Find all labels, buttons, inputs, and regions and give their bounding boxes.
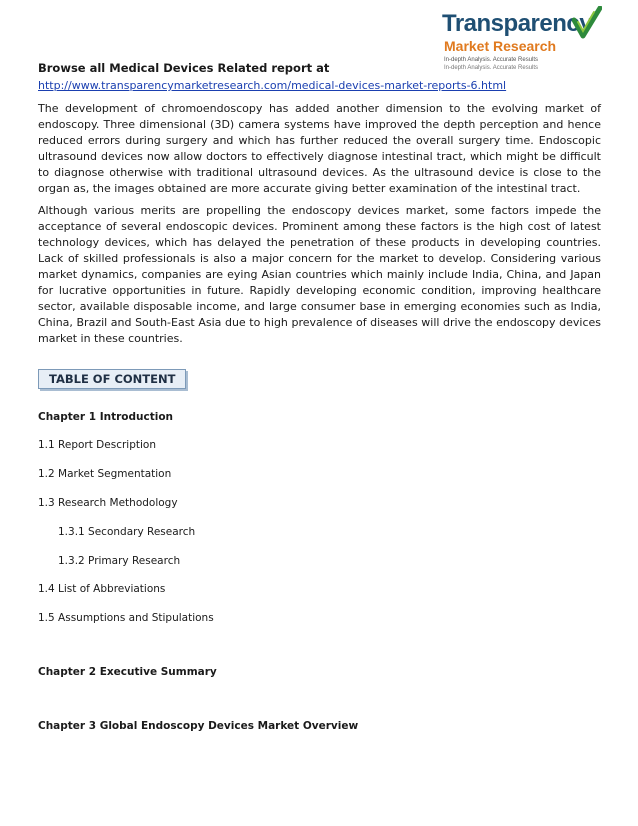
toc-label: TABLE OF CONTENT (38, 369, 186, 389)
table-of-contents (38, 410, 601, 734)
toc-chapter-2: Chapter 2 Executive Summary (38, 666, 217, 679)
toc-header (38, 368, 601, 389)
toc-item-1-3-2: 1.3.2 Primary Research (58, 554, 181, 567)
document-body (38, 60, 601, 748)
logo-tagline: In-depth Analysis. Accurate Results (444, 57, 539, 63)
toc-chapter-3: Chapter 3 Global Endoscopy Devices Market Overview (38, 720, 359, 733)
toc-item-1-1: 1.1 Report Description (38, 439, 156, 452)
paragraph-chromoendoscopy: The development of chromoendoscopy has added another dimension to the evolving market of endoscopy. Three dimensional (3D) camera systems have improved the depth perception and hence reduced errors during surgery and which has further reduced the overall surgery time. Endoscopic ultrasound devices now allow doctors to effectively diagnose intestinal tract, which might be difficult to diagnose otherwise with traditional ultrasound devices. As the ultrasound device is close to the organ as, the images obtained are more accurate giving better examination of the intestinal tract. (38, 102, 601, 195)
checkmark-icon (572, 6, 602, 40)
logo-sub-text: Market Research (444, 38, 557, 54)
toc-item-1-2: 1.2 Market Segmentation (38, 468, 172, 481)
browse-title: Browse all Medical Devices Related report at (38, 61, 330, 75)
toc-item-1-4: 1.4 List of Abbreviations (38, 583, 166, 596)
paragraph-market-factors: Although various merits are propelling the endoscopy devices market, some factors impede the acceptance of several endoscopic devices. Prominent among these factors is the high cost of latest technology devices, which has delayed the penetration of these products in developing countries. Lack of skilled professionals is also a major concern for the market to develop. Considering various market dynamics, companies are eying Asian countries which mainly include India, China, and Japan for lucrative opportunities in future. Rapidly developing economic condition, improving healthcare sector, available disposable income, and large consumer base in emerging economies such as India, China, Brazil and South-East Asia due to high prevalence of diseases will drive the endoscopy devices market in these countries. (38, 204, 601, 345)
toc-item-1-3: 1.3 Research Methodology (38, 496, 178, 509)
toc-item-1-5: 1.5 Assumptions and Stipulations (38, 612, 214, 625)
logo-brand-text: Transparency (442, 10, 593, 37)
toc-chapter-1: Chapter 1 Introduction (38, 410, 174, 423)
logo-tagline-repeat: In-depth Analysis. Accurate Results (444, 65, 539, 71)
toc-item-1-3-1: 1.3.1 Secondary Research (58, 525, 196, 538)
report-link[interactable]: http://www.transparencymarketresearch.com/medical-devices-market-reports-6.html (38, 79, 507, 92)
